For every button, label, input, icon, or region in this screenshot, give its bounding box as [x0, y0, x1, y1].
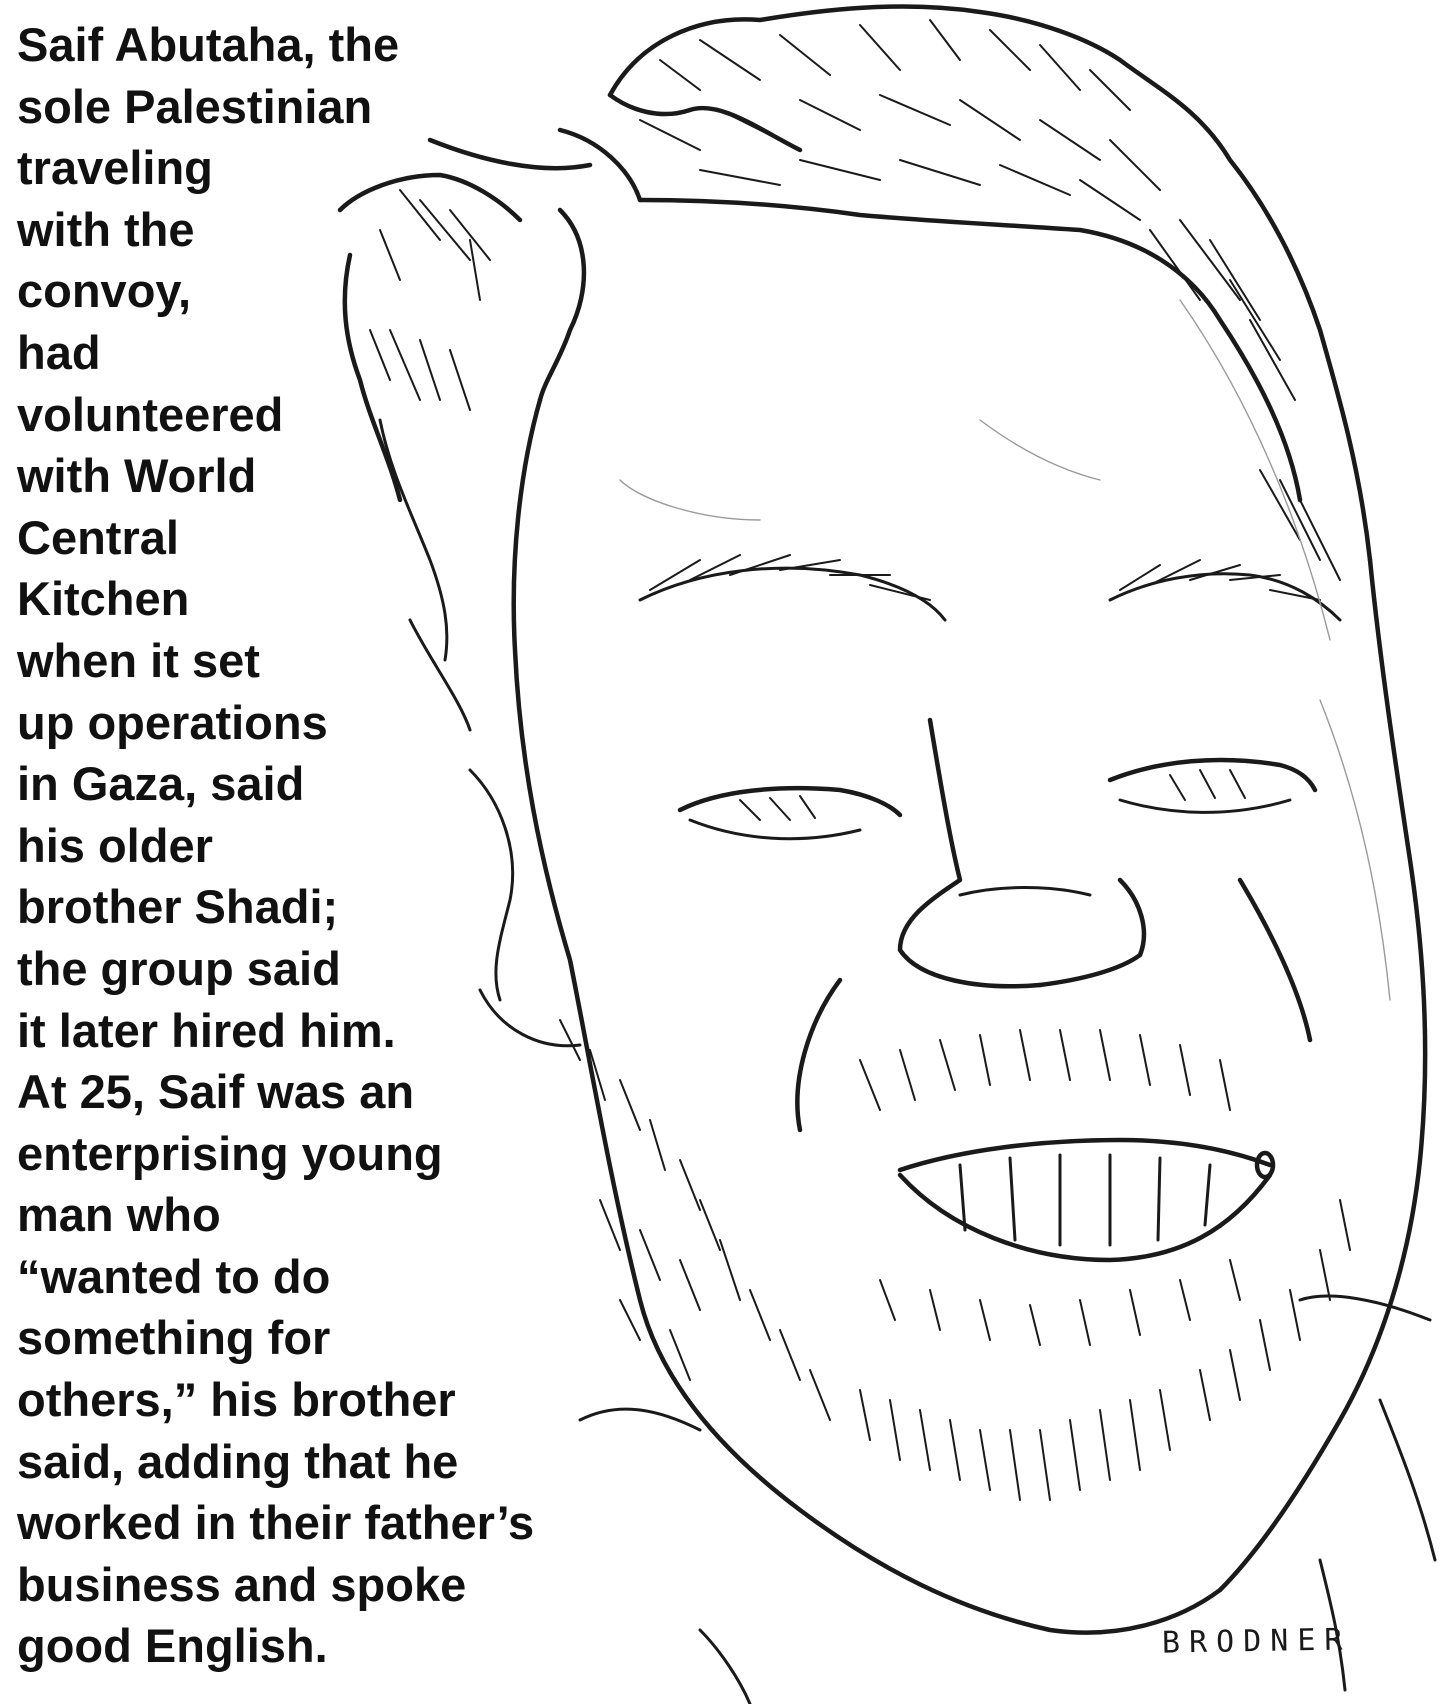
- beard: [560, 880, 1350, 1500]
- caption-line: Kitchen: [17, 572, 190, 626]
- caption-line: Central: [17, 510, 179, 564]
- caption-line: in Gaza, said: [17, 757, 305, 811]
- eyebrows: [640, 555, 1340, 620]
- caption-line: something for: [17, 1311, 331, 1365]
- caption-line: with the: [17, 202, 195, 256]
- caption-line: others,” his brother: [17, 1373, 456, 1427]
- eyes: [680, 760, 1315, 839]
- caption-line: the group said: [17, 941, 341, 995]
- caption-line: with World: [17, 449, 257, 503]
- caption-text: [17, 14, 617, 1677]
- caption-line: Saif Abutaha, the: [17, 18, 400, 71]
- caption-line: his older: [17, 818, 213, 872]
- caption-line: At 25, Saif was an: [17, 1065, 415, 1119]
- artist-signature: BRODNER: [1161, 1622, 1352, 1661]
- caption-line: said, adding that he: [17, 1434, 459, 1488]
- caption-line: “wanted to do: [17, 1249, 331, 1303]
- nose: [900, 720, 1144, 986]
- caption-line: up operations: [17, 695, 328, 749]
- caption-line: sole Palestinian: [17, 79, 373, 133]
- caption-line: had: [17, 325, 101, 379]
- caption-line: man who: [17, 1188, 221, 1242]
- caption-line: it later hired him.: [17, 1003, 396, 1057]
- caption-line: when it set: [17, 633, 260, 687]
- caption-line: worked in their father’s: [17, 1496, 535, 1550]
- mouth: [900, 1140, 1273, 1260]
- caption-line: brother Shadi;: [17, 880, 339, 934]
- caption-line: enterprising young: [17, 1126, 443, 1180]
- sketch-lines: [620, 300, 1390, 1000]
- caption-line: convoy,: [17, 264, 192, 318]
- caption-line: volunteered: [17, 387, 284, 441]
- caption-line: business and spoke: [17, 1557, 467, 1611]
- caption-line: good English.: [17, 1619, 328, 1673]
- caption-line: traveling: [17, 141, 213, 195]
